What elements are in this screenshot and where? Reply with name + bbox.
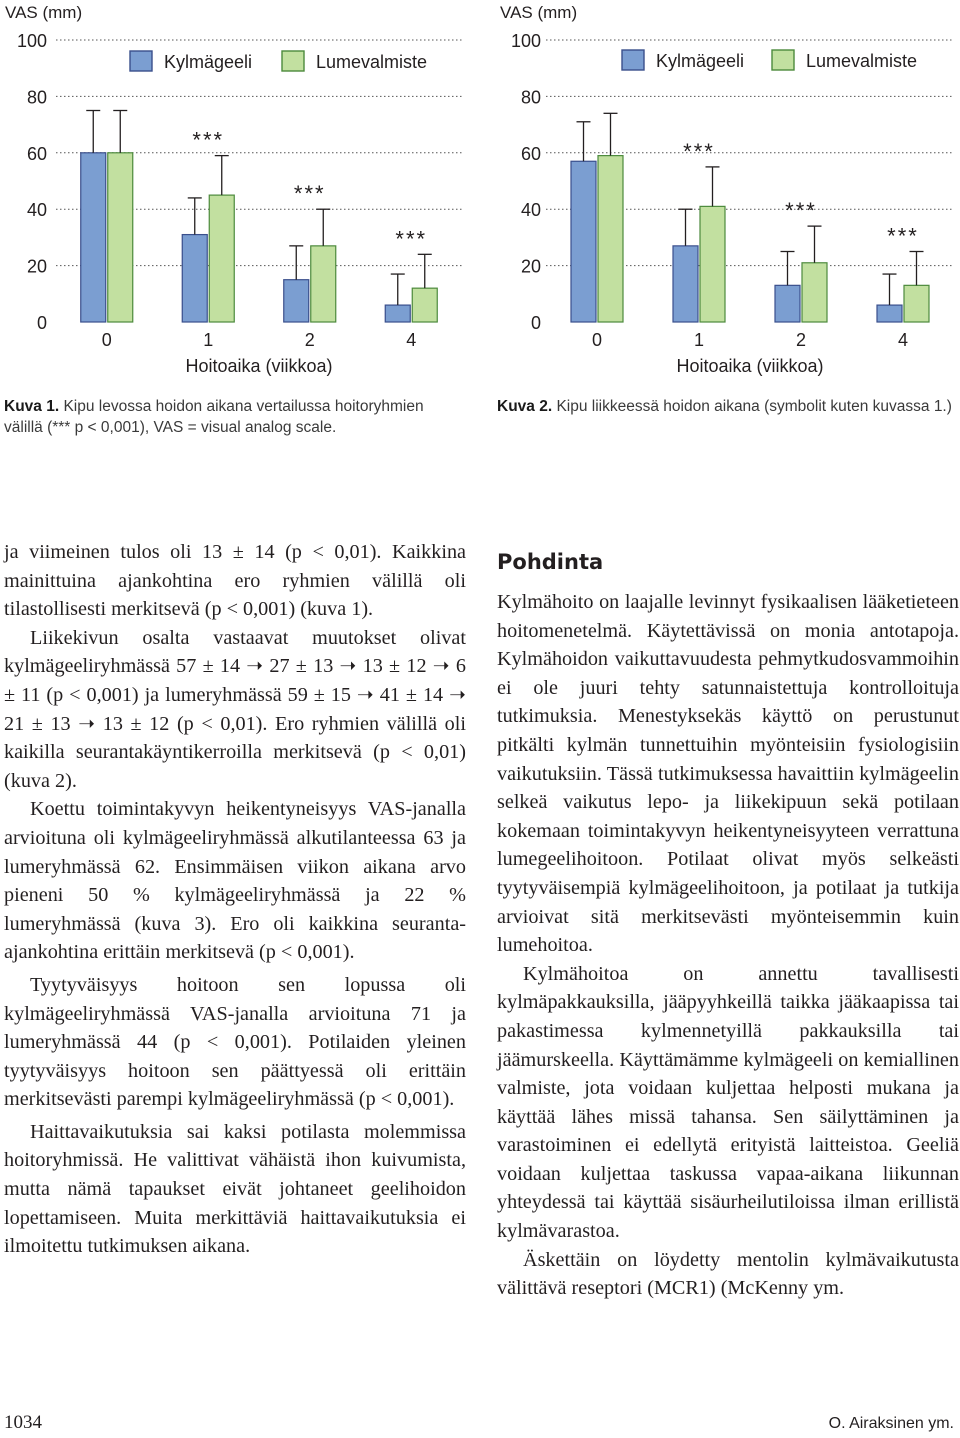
left-text-column xyxy=(4,538,466,1261)
bar-kylmageeli xyxy=(673,246,698,322)
y-axis-label: VAS (mm) xyxy=(5,3,83,22)
bar-lumevalmiste xyxy=(412,288,437,322)
significance-marker: *** xyxy=(293,181,326,207)
legend-swatch-lumevalmiste xyxy=(772,50,794,70)
bar-kylmageeli xyxy=(385,305,410,322)
legend-swatch-kylmageeli xyxy=(130,51,152,71)
y-axis-label: VAS (mm) xyxy=(500,3,578,22)
left-paragraph-1: ja viimeinen tulos oli 13 ± 14 (p < 0,01). Kaikkina mainittuina ajankohtina ero ryhmien välillä oli tilastollisesti merkitsevä (p < 0,001) (kuva 1). xyxy=(4,541,466,621)
y-tick-label: 0 xyxy=(36,313,47,333)
significance-marker: *** xyxy=(785,198,817,224)
bar-kylmageeli xyxy=(284,280,309,322)
significance-marker: *** xyxy=(395,226,428,252)
y-tick-label: 40 xyxy=(520,200,541,221)
right-paragraph-3: Äskettäin on löydetty mentolin kylmävaikutusta välittävä reseptori (MCR1) (McKenny ym. xyxy=(497,1248,959,1300)
legend-label-lumevalmiste: Lumevalmiste xyxy=(806,51,918,71)
y-tick-label: 60 xyxy=(520,143,541,164)
left-paragraph-4: Tyytyväisyys hoitoon sen lopussa oli kylmägeeliryhmässä VAS-janalla arvioituna 71 ja lumeryhmässä 44 (p < 0,001). Potilaiden yleinen tyytyväisyys hoitoon sen päättyessä oli erittäin merkitsevästi parempi kylmägeeliryhmässä (p < 0,001). xyxy=(4,973,466,1111)
figure-2-caption-text: Kipu liikkeessä hoidon aikana (symbolit kuten kuvassa 1.) xyxy=(552,398,952,415)
y-tick-label: 80 xyxy=(26,87,47,108)
bar-lumevalmiste xyxy=(802,263,827,322)
significance-marker: *** xyxy=(887,223,919,249)
bar-lumevalmiste xyxy=(700,206,725,322)
left-paragraph-3: Koettu toimintakyvyn heikentyneisyys VAS-janalla arvioituna oli kylmägeeliryhmässä alkutilanteessa 63 ja lumeryhmässä 62. Ensimmäisen viikon aikana arvo pieneni 50 % kylmägeeliryhmässä ja 22 % lumeryhmässä (kuva 3). Ero oli kaikkina seuranta-ajankohtina erittäin merkitsevä (p < 0,001). xyxy=(4,798,466,964)
x-tick-label: 1 xyxy=(203,330,214,350)
page-number: 1034 xyxy=(4,1412,42,1433)
figure-2-caption xyxy=(497,396,957,417)
x-axis-label: Hoitoaika (viikkoa) xyxy=(676,356,824,376)
y-tick-label: 80 xyxy=(520,87,541,108)
bar-lumevalmiste xyxy=(108,153,133,322)
y-tick-label: 40 xyxy=(26,200,47,221)
y-tick-label: 60 xyxy=(26,143,47,164)
bar-kylmageeli xyxy=(775,285,800,322)
author-footer: O. Airaksinen ym. xyxy=(828,1415,954,1432)
x-tick-label: 0 xyxy=(101,330,112,350)
x-tick-label: 2 xyxy=(304,330,315,350)
y-tick-label: 0 xyxy=(530,313,541,333)
bar-kylmageeli xyxy=(877,305,902,322)
y-tick-label: 100 xyxy=(16,31,47,51)
right-paragraph-1: Kylmähoito on laajalle levinnyt fysikaalisen lääketieteen hoitomenetelmä. Käytettävissä on monia antotapoja. Kylmähoidon vaikuttavuudesta pehmytkudosvammoihin ei ole juuri tehty satunnaistettuja kontrolloituja tutkimuksia. Menestyksekäs käyttö on perustunut pitkälti kylmän tunnettuihin myönteisiin fysiologisiin vaikutuksiin. Tässä tutkimuksessa havaittiin kylmägeelin selkeä vaikutus lepo- ja liikekipuun sekä potilaan kokemaan toimintakyvyn heikentyneisyyteen verrattuna lumegeelihoitoon. Potilaat olivat myös selkeästi tyytyväisempiä kylmägeelihoitoon, ja potilaat ja tutkija arvioivat sitä merkitsevästi myönteisemmin kuin lumehoitoa. xyxy=(497,591,959,957)
bar-lumevalmiste xyxy=(209,195,234,322)
x-tick-label: 0 xyxy=(591,330,603,350)
right-text-column xyxy=(497,542,959,1303)
bar-lumevalmiste xyxy=(311,246,336,322)
y-tick-label: 20 xyxy=(26,256,47,277)
left-paragraph-2: Liikekivun osalta vastaavat muutokset olivat kylmägeeliryhmässä 57 ± 14 ➝ 27 ± 13 ➝ 13 ± 12 ➝ 6 ± 11 (p < 0,001) ja lumeryhmässä 59 ± 15 ➝ 41 ± 14 ➝ 21 ± 13 ➝ 13 ± 12 (p < 0,01). Ero ryhmien välillä oli kaikilla seurantakäyntikerroilla merkitsevä (p < 0,01) (kuva 2). xyxy=(4,626,466,792)
significance-marker: *** xyxy=(683,138,715,164)
figure-1-caption xyxy=(4,396,466,438)
significance-marker: *** xyxy=(192,127,225,153)
x-tick-label: 1 xyxy=(693,330,705,350)
bar-kylmageeli xyxy=(182,235,207,322)
bar-lumevalmiste xyxy=(598,156,623,322)
figure-1-bar-chart xyxy=(0,0,480,380)
figure-1-caption-text: Kipu levossa hoidon aikana vertailussa hoitoryhmien välillä (*** p < 0,001), VAS = visual analog scale. xyxy=(4,398,424,436)
figure-2-caption-label: Kuva 2. xyxy=(497,398,553,415)
x-tick-label: 2 xyxy=(795,330,807,350)
right-paragraph-2: Kylmähoitoa on annettu tavallisesti kylmäpakkauksilla, jääpyyhkeillä taikka jääkaapissa tai pakastimessa kylmennetyillä pakkauksilla tai jäämurskeella. Käyttämämme kylmägeeli on kemiallinen valmiste, jota voidaan kuljettaa helposti mukana ja käyttää lähes missä tahansa. Sen säilyttäminen ja varastoiminen ei edellytä erityistä laitteistoa. Geeliä voidaan kuljettaa taskussa vapaa-aikana liikunnan yhteydessä tai käyttää sisäurheilutiloissa ilman erillistä kylmävarastoa. xyxy=(497,962,959,1243)
y-tick-label: 100 xyxy=(510,31,541,51)
bar-kylmageeli xyxy=(571,161,596,322)
legend-swatch-lumevalmiste xyxy=(282,51,304,71)
x-tick-label: 4 xyxy=(406,330,417,350)
legend-label-lumevalmiste: Lumevalmiste xyxy=(316,52,428,72)
section-heading: Pohdinta xyxy=(497,550,604,574)
x-tick-label: 4 xyxy=(897,330,909,350)
legend-label-kylmageeli: Kylmägeeli xyxy=(164,52,253,72)
figure-2-bar-chart xyxy=(480,0,960,380)
figure-1-caption-label: Kuva 1. xyxy=(4,398,60,415)
legend-swatch-kylmageeli xyxy=(622,50,644,70)
y-tick-label: 20 xyxy=(520,256,541,277)
x-axis-label: Hoitoaika (viikkoa) xyxy=(185,356,333,376)
bar-lumevalmiste xyxy=(904,285,929,322)
bar-kylmageeli xyxy=(81,153,106,322)
legend-label-kylmageeli: Kylmägeeli xyxy=(656,51,745,71)
left-paragraph-5: Haittavaikutuksia sai kaksi potilasta molemmissa hoitoryhmissä. He valittivat vähäistä ihon kuivumista, mutta nämä tapaukset eivät johtaneet geelihoidon lopettamiseen. Muita merkittäviä haittavaikutuksia ei ilmoitettu tutkimuksen aikana. xyxy=(4,1120,466,1258)
